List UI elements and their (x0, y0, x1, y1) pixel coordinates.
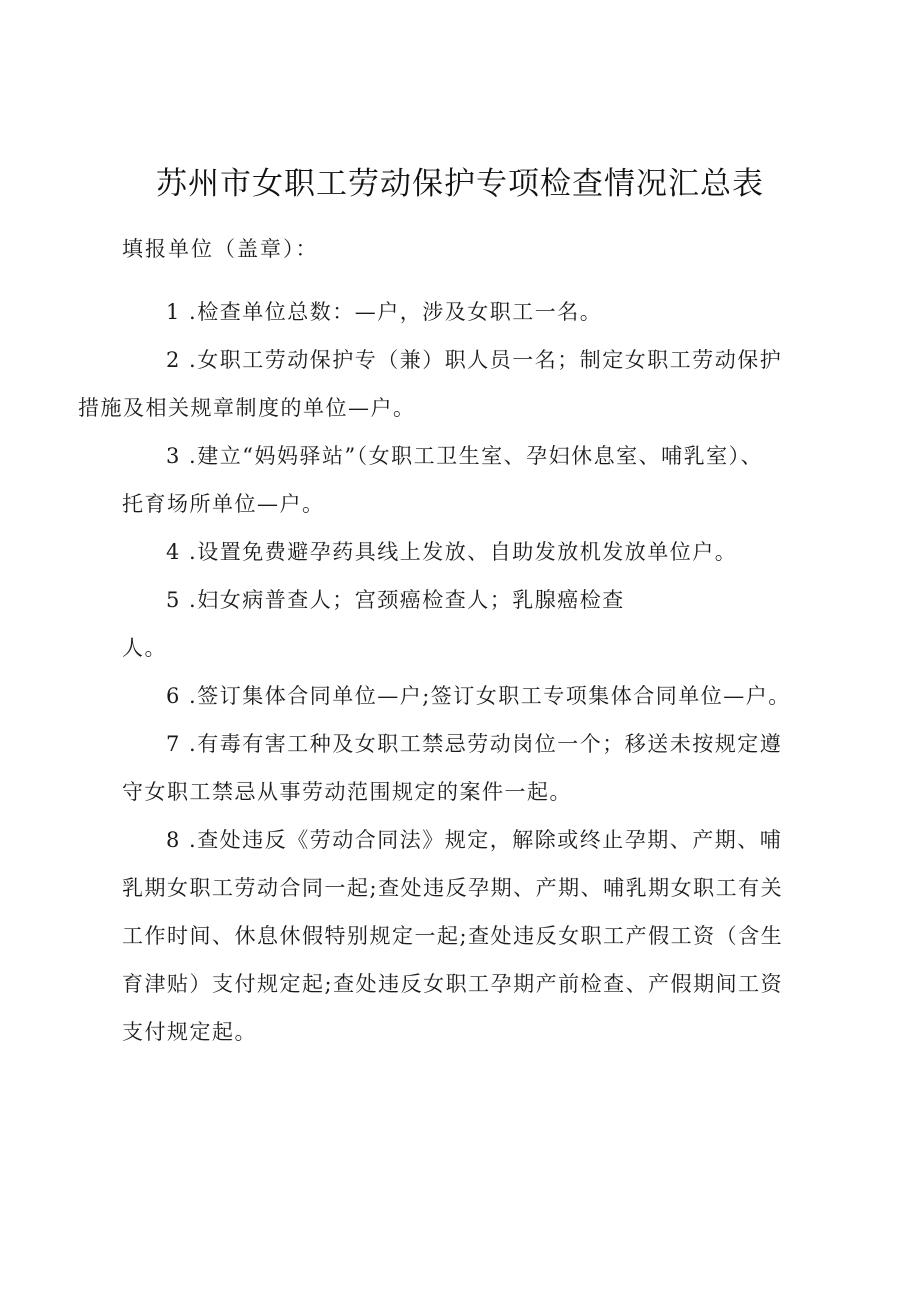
item-line: 3 .建立“妈妈驿站”（女职工卫生室、孕妇休息室、哺乳室）、 (166, 444, 764, 468)
document-body (78, 288, 822, 1056)
item-line: 2 .女职工劳动保护专（兼）职人员一名；制定女职工劳动保护 (166, 348, 783, 372)
item-line: 6 .签订集体合同单位—户;签订女职工专项集体合同单位—户。 (166, 684, 791, 708)
item-line: 工作时间、休息休假特别规定一起;查处违反女职工产假工资（含生 (122, 924, 784, 948)
item-line: 4 .设置免费避孕药具线上发放、自助发放机发放单位户。 (166, 540, 738, 564)
list-item (122, 288, 822, 336)
item-line: 8 .查处违反《劳动合同法》规定，解除或终止孕期、产期、哺 (166, 828, 783, 852)
item-line: 支付规定起。 (122, 1020, 257, 1044)
list-item (78, 336, 822, 432)
list-item (122, 672, 822, 720)
item-line: 5 .妇女病普查人；宫颈癌检查人；乳腺癌检查 (166, 588, 625, 612)
list-item (122, 432, 822, 528)
item-line: 托育场所单位—户。 (122, 492, 325, 516)
item-line: 1 .检查单位总数：—户，涉及女职工一名。 (166, 300, 603, 324)
filler-unit-label: 填报单位（盖章）： (122, 237, 319, 261)
item-line: 人。 (122, 636, 167, 660)
list-item (122, 528, 822, 576)
item-line: 守女职工禁忌从事劳动范围规定的案件一起。 (122, 780, 572, 804)
list-item (122, 816, 822, 1056)
document-title: 苏州市女职工劳动保护专项检查情况汇总表 (156, 166, 764, 202)
item-line: 7 .有毒有害工种及女职工禁忌劳动岗位一个；移送未按规定遵 (166, 732, 783, 756)
list-item (122, 576, 822, 672)
item-line: 措施及相关规章制度的单位—户。 (78, 396, 416, 420)
list-item (122, 720, 822, 816)
item-line: 乳期女职工劳动合同一起;查处违反孕期、产期、哺乳期女职工有关 (122, 876, 784, 900)
item-line: 育津贴）支付规定起;查处违反女职工孕期产前检查、产假期间工资 (122, 972, 784, 996)
